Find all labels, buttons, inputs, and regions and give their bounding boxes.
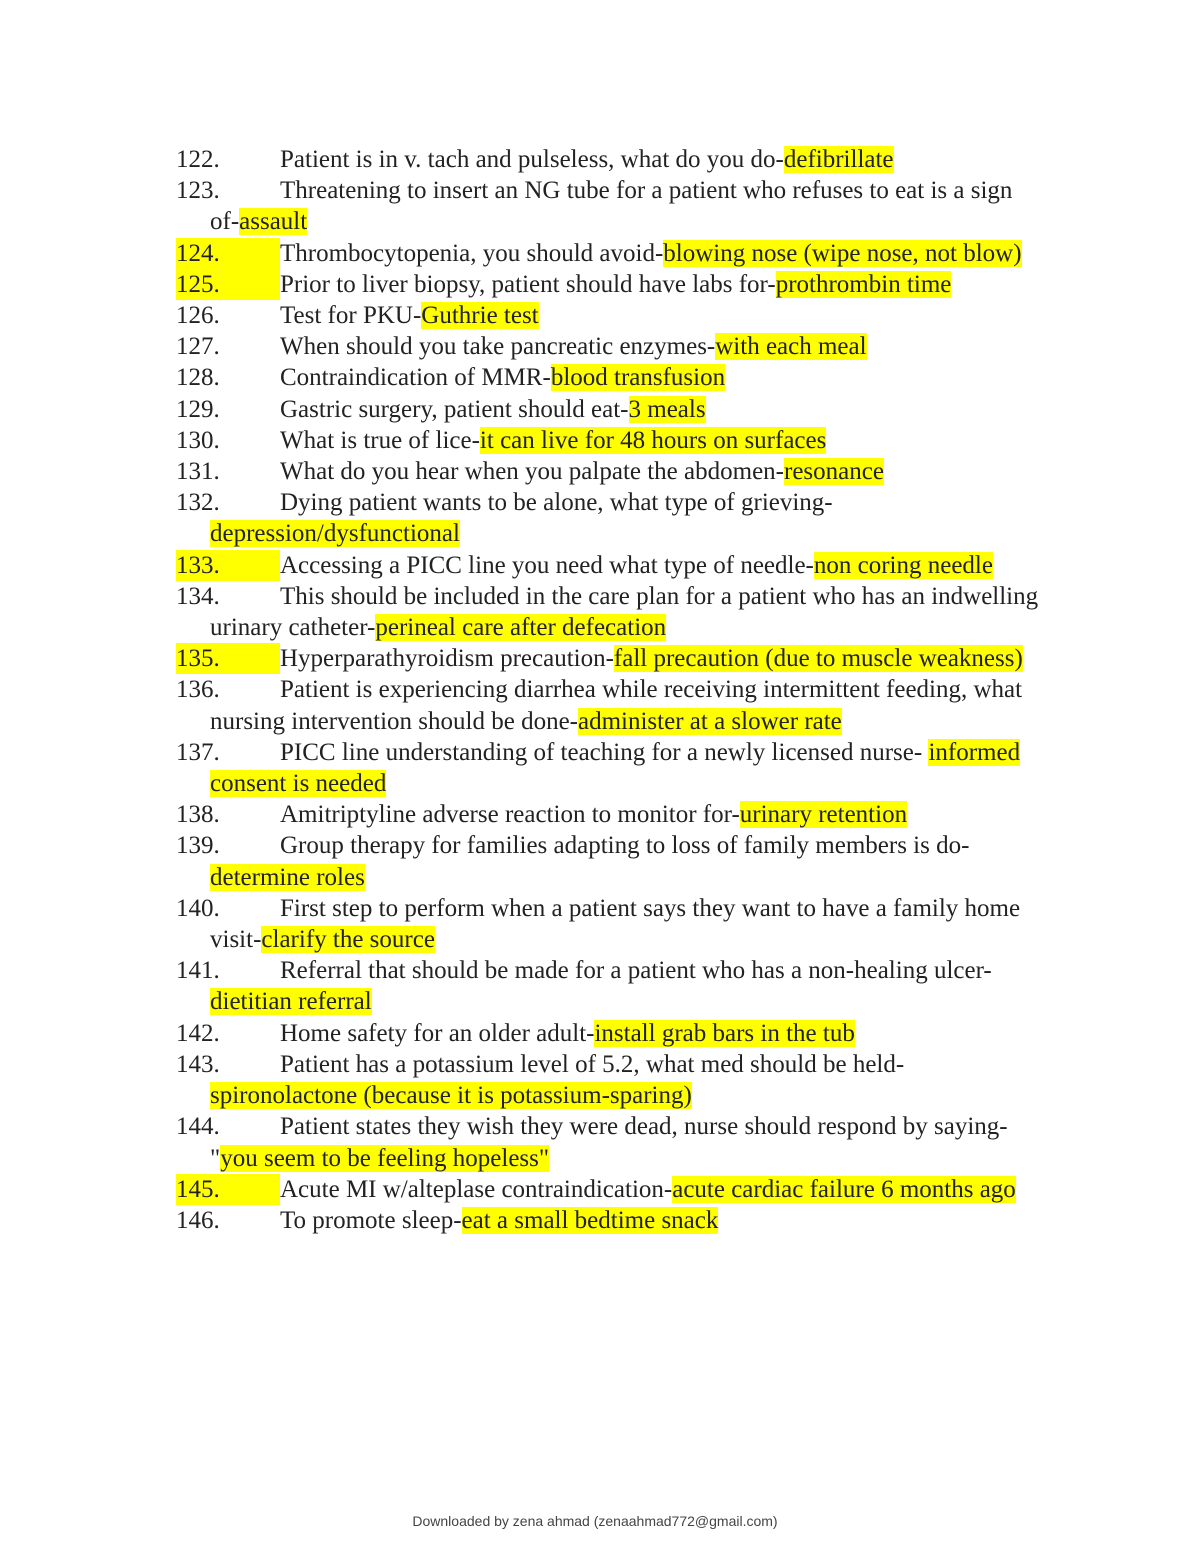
highlighted-answer: informed consent is needed bbox=[210, 738, 1021, 798]
item-body bbox=[210, 550, 1046, 581]
item-number: 127. bbox=[176, 333, 220, 361]
item-number: 131. bbox=[176, 458, 220, 486]
item-body bbox=[210, 144, 1046, 175]
question-text: First step to perform when a patient says they want to have a family home visit- bbox=[210, 894, 1021, 954]
item-number: 126. bbox=[176, 302, 220, 330]
highlighted-answer: non coring needle bbox=[813, 551, 993, 579]
item-body bbox=[210, 238, 1046, 269]
question-text: Home safety for an older adult- bbox=[280, 1019, 595, 1047]
item-body bbox=[210, 487, 1046, 549]
item-number: 137. bbox=[176, 738, 220, 766]
item-number: 122. bbox=[176, 146, 220, 173]
item-body bbox=[210, 1111, 1046, 1173]
question-text: Patient has a potassium level of 5.2, what med should be held- bbox=[280, 1050, 905, 1078]
item-number: 145. bbox=[176, 1174, 280, 1205]
item-number: 140. bbox=[176, 894, 220, 922]
highlighted-answer: defibrillate bbox=[783, 146, 894, 173]
list-item bbox=[176, 550, 1046, 581]
item-body bbox=[210, 581, 1046, 643]
item-number: 146. bbox=[176, 1206, 220, 1234]
highlighted-answer: Guthrie test bbox=[421, 302, 539, 330]
list-item bbox=[176, 737, 1046, 799]
question-text: Gastric surgery, patient should eat- bbox=[280, 395, 629, 423]
highlighted-answer: determine roles bbox=[210, 863, 365, 891]
item-body bbox=[210, 300, 1046, 331]
question-text: Patient states they wish they were dead, nurse should respond by saying-" bbox=[210, 1113, 1008, 1172]
question-text: What is true of lice- bbox=[280, 426, 480, 454]
list-item bbox=[176, 674, 1046, 736]
question-text: This should be included in the care plan for a patient who has an indwelling urinary catheter- bbox=[210, 582, 1039, 642]
item-body bbox=[210, 425, 1046, 456]
list-item bbox=[176, 425, 1046, 456]
highlighted-answer: spironolactone (because it is potassium-sparing) bbox=[210, 1082, 692, 1110]
highlighted-answer: you seem to be feeling hopeless" bbox=[220, 1144, 550, 1172]
list-item bbox=[176, 394, 1046, 425]
highlighted-answer: blowing nose (wipe nose, not blow) bbox=[663, 239, 1022, 267]
list-item bbox=[176, 269, 1046, 300]
list-item bbox=[176, 362, 1046, 393]
item-body bbox=[210, 362, 1046, 393]
question-text: Patient is in v. tach and pulseless, what do you do- bbox=[280, 146, 784, 173]
list-item bbox=[176, 456, 1046, 487]
question-text: Accessing a PICC line you need what type of needle- bbox=[280, 551, 814, 579]
item-number: 129. bbox=[176, 395, 220, 423]
highlighted-answer: blood transfusion bbox=[550, 364, 726, 392]
question-text: Patient is experiencing diarrhea while receiving intermittent feeding, what nursing intervention should be done- bbox=[210, 676, 1023, 735]
item-body bbox=[210, 1018, 1046, 1049]
list-item bbox=[176, 144, 1046, 175]
item-body bbox=[210, 1049, 1046, 1111]
item-number: 134. bbox=[176, 582, 220, 610]
question-text: Hyperparathyroidism precaution- bbox=[280, 645, 614, 673]
highlighted-answer: install grab bars in the tub bbox=[594, 1019, 855, 1047]
item-body bbox=[210, 830, 1046, 892]
highlighted-answer: clarify the source bbox=[261, 926, 435, 954]
list-item bbox=[176, 955, 1046, 1017]
question-text: Dying patient wants to be alone, what type of grieving- bbox=[280, 489, 833, 517]
list-item bbox=[176, 799, 1046, 830]
item-number: 123. bbox=[176, 177, 220, 205]
item-number: 130. bbox=[176, 426, 220, 454]
item-number: 125. bbox=[176, 269, 280, 300]
highlighted-answer: fall precaution (due to muscle weakness) bbox=[613, 645, 1023, 673]
item-body bbox=[210, 331, 1046, 362]
highlighted-answer: with each meal bbox=[715, 333, 867, 361]
item-body bbox=[210, 737, 1046, 799]
highlighted-answer: depression/dysfunctional bbox=[210, 520, 460, 548]
highlighted-answer: urinary retention bbox=[739, 801, 908, 829]
highlighted-answer: administer at a slower rate bbox=[578, 707, 842, 735]
item-number: 128. bbox=[176, 364, 220, 392]
question-text: Test for PKU- bbox=[280, 302, 422, 330]
item-number: 132. bbox=[176, 489, 220, 517]
highlighted-answer: eat a small bedtime snack bbox=[461, 1206, 719, 1234]
item-body bbox=[210, 1205, 1046, 1236]
list-item bbox=[176, 893, 1046, 955]
item-number: 135. bbox=[176, 643, 280, 674]
question-text: PICC line understanding of teaching for a newly licensed nurse- bbox=[280, 738, 929, 766]
item-number: 143. bbox=[176, 1050, 220, 1078]
question-text: Acute MI w/alteplase contraindication- bbox=[280, 1175, 673, 1203]
list-item bbox=[176, 238, 1046, 269]
question-text: Prior to liver biopsy, patient should have labs for- bbox=[280, 270, 776, 298]
item-body bbox=[210, 955, 1046, 1017]
item-body bbox=[210, 893, 1046, 955]
highlighted-answer: 3 meals bbox=[628, 395, 706, 423]
question-text: What do you hear when you palpate the abdomen- bbox=[280, 458, 784, 486]
list-item bbox=[176, 300, 1046, 331]
item-number: 124. bbox=[176, 238, 280, 269]
item-number: 136. bbox=[176, 676, 220, 704]
list-item bbox=[176, 331, 1046, 362]
question-text: When should you take pancreatic enzymes- bbox=[280, 333, 716, 361]
item-number: 138. bbox=[176, 801, 220, 829]
highlighted-answer: it can live for 48 hours on surfaces bbox=[479, 426, 827, 454]
item-number: 133. bbox=[176, 550, 280, 581]
highlighted-answer: resonance bbox=[784, 458, 884, 486]
item-body bbox=[210, 799, 1046, 830]
question-text: Amitriptyline adverse reaction to monitor for- bbox=[280, 801, 740, 829]
question-text: Contraindication of MMR- bbox=[280, 364, 551, 392]
highlighted-answer: assault bbox=[239, 208, 308, 236]
list-item bbox=[176, 581, 1046, 643]
highlighted-answer: perineal care after defecation bbox=[375, 614, 667, 642]
list-item bbox=[176, 1174, 1046, 1205]
question-text: Group therapy for families adapting to loss of family members is do- bbox=[280, 832, 970, 860]
list-item bbox=[176, 1111, 1046, 1173]
item-number: 142. bbox=[176, 1019, 220, 1047]
item-body bbox=[210, 175, 1046, 237]
question-text: To promote sleep- bbox=[280, 1206, 462, 1234]
list-item bbox=[176, 1049, 1046, 1111]
list-item bbox=[176, 1018, 1046, 1049]
item-number: 141. bbox=[176, 957, 220, 985]
list-item bbox=[176, 643, 1046, 674]
item-body bbox=[210, 1174, 1046, 1205]
list-item bbox=[176, 487, 1046, 549]
question-text: Thrombocytopenia, you should avoid- bbox=[280, 239, 664, 267]
item-body bbox=[210, 456, 1046, 487]
question-text: Referral that should be made for a patient who has a non-healing ulcer- bbox=[280, 957, 992, 985]
list-item bbox=[176, 1205, 1046, 1236]
item-body bbox=[210, 394, 1046, 425]
item-number: 144. bbox=[176, 1113, 220, 1141]
item-body bbox=[210, 643, 1046, 674]
item-body bbox=[210, 674, 1046, 736]
highlighted-answer: acute cardiac failure 6 months ago bbox=[672, 1175, 1016, 1203]
question-text: Threatening to insert an NG tube for a patient who refuses to eat is a sign of- bbox=[210, 177, 1013, 236]
item-number: 139. bbox=[176, 832, 220, 860]
question-answer-list bbox=[176, 144, 1046, 1236]
list-item bbox=[176, 175, 1046, 237]
highlighted-answer: prothrombin time bbox=[775, 270, 952, 298]
list-item bbox=[176, 830, 1046, 892]
highlighted-answer: dietitian referral bbox=[210, 988, 372, 1016]
item-body bbox=[210, 269, 1046, 300]
download-footer: Downloaded by zena ahmad (zenaahmad772@gmail.com) bbox=[412, 1513, 778, 1529]
